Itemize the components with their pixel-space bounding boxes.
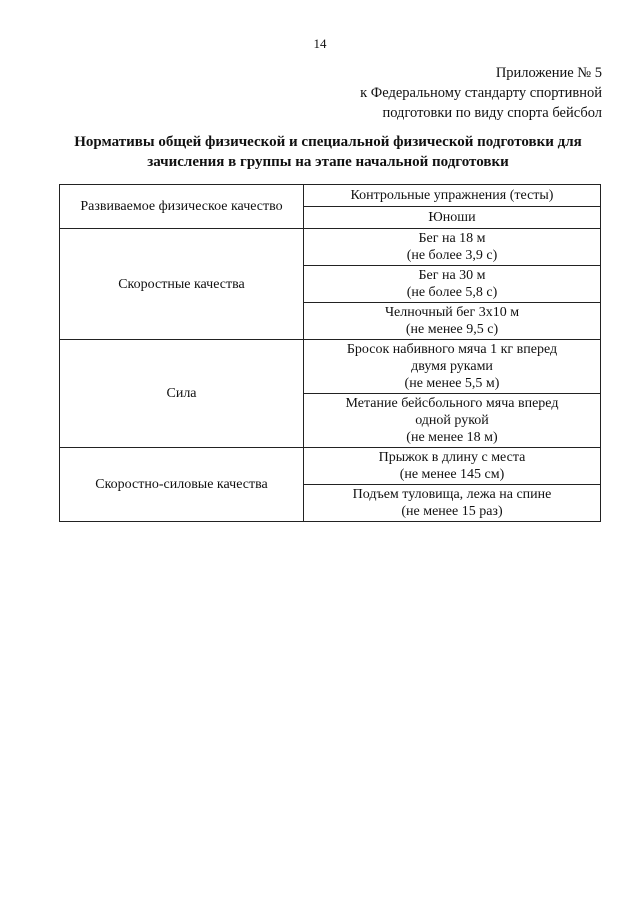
appendix-line-1: Приложение № 5 xyxy=(495,65,602,81)
test-line: Бросок набивного мяча 1 кг вперед xyxy=(346,342,558,357)
test-line: Бег на 30 м xyxy=(418,268,486,283)
table-row xyxy=(60,340,601,394)
appendix-line-2: к Федеральному стандарту спортивной xyxy=(360,85,602,101)
table-row xyxy=(60,229,601,266)
test-line: одной рукой xyxy=(415,413,489,428)
test-line: двумя руками xyxy=(411,359,493,374)
test-line: (не более 5,8 с) xyxy=(406,285,498,300)
test-line: Челночный бег 3x10 м xyxy=(384,305,520,320)
test-line: (не менее 18 м) xyxy=(406,430,498,445)
test-line: Метание бейсбольного мяча вперед xyxy=(345,396,559,411)
test-cell xyxy=(304,340,601,394)
test-line: Бег на 18 м xyxy=(418,231,486,246)
quality-cell: Скоростно-силовые качества xyxy=(60,448,304,522)
test-line: (не менее 15 раз) xyxy=(401,504,503,519)
header-quality: Развиваемое физическое качество xyxy=(60,185,304,229)
appendix-note xyxy=(302,63,602,123)
page-number: 14 xyxy=(313,36,327,51)
test-line: (не менее 5,5 м) xyxy=(404,376,500,391)
test-cell xyxy=(304,485,601,522)
header-group: Юноши xyxy=(304,207,601,229)
document-title xyxy=(40,132,616,172)
document-title-line-1: Нормативы общей физической и специальной физической подготовки для xyxy=(74,134,582,150)
quality-cell: Сила xyxy=(60,340,304,448)
test-line: (не менее 9,5 с) xyxy=(405,322,499,337)
table-row xyxy=(60,448,601,485)
test-cell xyxy=(304,266,601,303)
test-cell xyxy=(304,229,601,266)
test-line: Подъем туловища, лежа на спине xyxy=(352,487,552,502)
header-tests: Контрольные упражнения (тесты) xyxy=(304,185,601,207)
table-header-row xyxy=(60,185,601,207)
norms-table xyxy=(59,184,601,522)
test-line: Прыжок в длину с места xyxy=(378,450,526,465)
test-cell xyxy=(304,448,601,485)
appendix-line-3: подготовки по виду спорта бейсбол xyxy=(382,105,602,121)
test-cell xyxy=(304,303,601,340)
test-line: (не более 3,9 с) xyxy=(406,248,498,263)
test-cell xyxy=(304,394,601,448)
document-title-line-2: зачисления в группы на этапе начальной подготовки xyxy=(147,154,509,170)
quality-cell: Скоростные качества xyxy=(60,229,304,340)
test-line: (не менее 145 см) xyxy=(399,467,505,482)
